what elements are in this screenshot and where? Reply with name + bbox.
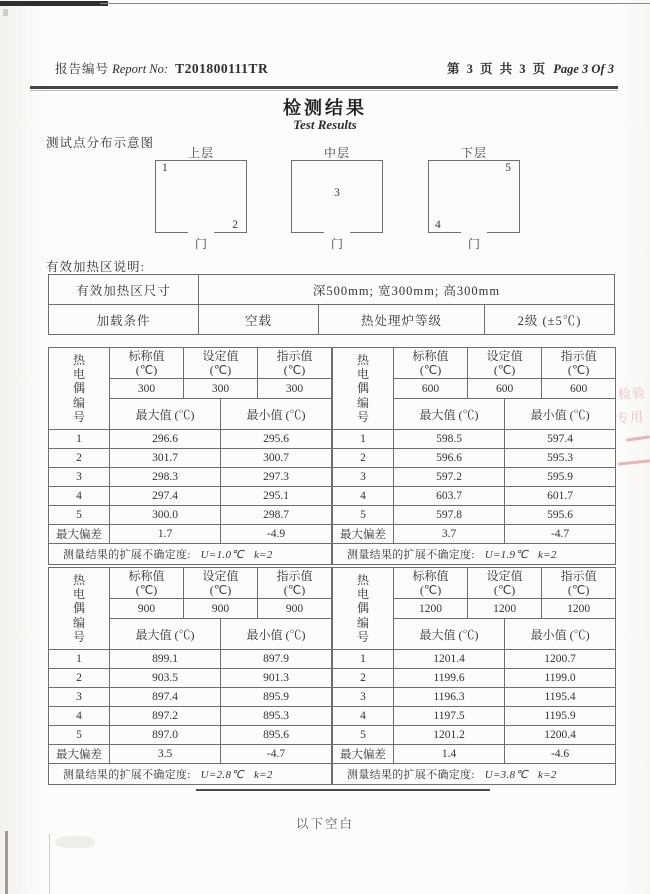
nominal-header: 标称值 (℃) [394,348,468,379]
box-label-upper: 上层 [187,146,214,160]
k-value: k=2 [537,549,557,561]
diagram-caption: 测试点分布示意图 [46,136,155,150]
scan-artifact-left-tick [3,9,8,16]
uncertainty-row [49,544,332,565]
thermo-tables-row-1 [48,347,616,565]
uncertainty-value: U=1.0℃ [200,549,244,561]
diagram-box-upper [155,146,247,251]
door-label: 门 [330,237,343,251]
report-no-label-en: Report No: [112,62,169,76]
uncertainty-row [333,764,616,785]
diagram-box-lower [428,146,520,251]
table-row: 5 597.8 595.6 [333,506,616,525]
max-deviation-row [333,525,616,544]
table-row: 1 296.6 295.6 [49,430,332,449]
thermo-table-900 [48,567,332,785]
nominal-header: 标称值 (℃) [110,568,184,599]
thermo-table-1200 [332,567,616,785]
page-header [55,59,614,77]
test-point-3: 3 [334,187,340,199]
uncertainty-label: 测量结果的扩展不确定度: [347,769,475,781]
set-header: 设定值 (℃) [184,568,258,599]
scan-artifact-bottom-left-line2 [49,834,50,894]
max-deviation-row [49,745,332,764]
report-no-label-cn: 报告编号 [55,62,110,76]
zone-load-row [49,305,615,335]
table-row: 2 903.5 901.3 [49,669,332,688]
stamp-stroke [618,459,650,465]
set-header: 设定值 (℃) [184,348,258,379]
thermocouple-id-header: 热 电 偶 编 号 [333,568,394,650]
header-rule [30,86,618,89]
test-point-2: 2 [232,219,238,231]
indicated-header: 指示值 (℃) [542,348,616,379]
footer-rule [196,789,490,791]
test-point-1: 1 [162,162,168,174]
table-row: 1 1201.4 1200.7 [333,650,616,669]
zone-size-row [49,275,615,305]
uncertainty-value: U=3.8℃ [484,769,528,781]
max-deviation-value: 1.7 [110,525,221,544]
max-deviation-label: 最大偏差 [49,525,110,544]
page-info-cn: 第 3 页 共 3 页 [446,62,548,76]
set-header: 设定值 (℃) [468,568,542,599]
thermocouple-id-header: 热 电 偶 编 号 [49,568,110,650]
set-value: 1200 [468,599,542,619]
box-label-middle: 中层 [323,146,350,160]
nominal-header: 标称值 (℃) [394,568,468,599]
indicated-value: 300 [258,379,332,399]
max-deviation-row [333,745,616,764]
nominal-value: 900 [110,599,184,619]
indicated-value: 900 [258,599,332,619]
table-row: 1 899.1 897.9 [49,650,332,669]
max-deviation-label: 最大偏差 [333,525,394,544]
page-title-en: Test Results [293,117,357,132]
page-title: 检测结果 [283,98,367,118]
uncertainty-label: 测量结果的扩展不确定度: [63,769,191,781]
min-deviation-value: -4.6 [505,745,616,764]
max-deviation-label: 最大偏差 [49,745,110,764]
nominal-value: 600 [394,379,468,399]
door-gap [188,230,214,234]
report-number-line [55,59,268,77]
page-number-line [447,59,614,77]
max-col-header: 最大值 (℃) [110,399,221,430]
table-row: 4 603.7 601.7 [333,487,616,506]
max-deviation-value: 3.7 [394,525,505,544]
k-value: k=2 [537,769,557,781]
table-row: 3 1196.3 1195.4 [333,688,616,707]
table-row: 3 897.4 895.9 [49,688,332,707]
load-condition-value: 空载 [199,305,319,335]
box-label-lower: 下层 [460,146,487,160]
table-row: 2 596.6 595.3 [333,449,616,468]
set-value: 600 [468,379,542,399]
uncertainty-label: 测量结果的扩展不确定度: [63,549,191,561]
uncertainty-label: 测量结果的扩展不确定度: [347,549,475,561]
min-col-header: 最小值 (℃) [505,619,616,650]
uncertainty-value: U=1.9℃ [484,549,528,561]
thermo-table-600 [332,347,616,565]
uncertainty-value: U=2.8℃ [200,769,244,781]
min-col-header: 最小值 (℃) [221,399,332,430]
scan-artifact-top-line [100,3,650,4]
min-deviation-value: -4.9 [221,525,332,544]
scan-artifact-smudge [55,836,95,848]
table-row: 5 300.0 298.7 [49,506,332,525]
stamp-text-fragment: 检验 [617,385,647,402]
thermo-table-300 [48,347,332,565]
max-col-header: 最大值 (℃) [394,399,505,430]
max-col-header: 最大值 (℃) [110,619,221,650]
nominal-value: 300 [110,379,184,399]
table-row: 4 297.4 295.1 [49,487,332,506]
zone-size-label: 有效加热区尺寸 [49,275,199,305]
max-deviation-value: 3.5 [110,745,221,764]
report-no-value: T201800111TR [175,61,269,76]
zone-size-value: 深500mm; 宽300mm; 高300mm [199,275,615,305]
uncertainty-row [49,764,332,785]
max-deviation-value: 1.4 [394,745,505,764]
table-row: 2 1199.6 1199.0 [333,669,616,688]
door-gap [461,230,487,234]
stamp-stroke [626,435,650,441]
scan-artifact-bottom-left-line [5,831,8,894]
load-condition-label: 加载条件 [49,305,199,335]
furnace-grade-label: 热处理炉等级 [319,305,485,335]
indicated-header: 指示值 (℃) [258,568,332,599]
table-row: 4 1197.5 1195.9 [333,707,616,726]
table-row: 3 298.3 297.3 [49,468,332,487]
k-value: k=2 [253,549,273,561]
uncertainty-row [333,544,616,565]
indicated-header: 指示值 (℃) [258,348,332,379]
blank-below-note: 以下空白 [295,817,354,831]
indicated-value: 1200 [542,599,616,619]
table-row: 1 598.5 597.4 [333,430,616,449]
test-point-5: 5 [505,162,511,174]
furnace-grade-value: 2级 (±5℃) [485,305,615,335]
table-row: 2 301.7 300.7 [49,449,332,468]
door-label: 门 [194,237,207,251]
table-row: 5 897.0 895.6 [49,726,332,745]
test-point-4: 4 [435,219,441,231]
heating-zone-note: 有效加热区说明: [46,260,145,274]
indicated-value: 600 [542,379,616,399]
max-deviation-row [49,525,332,544]
table-row: 4 897.2 895.3 [49,707,332,726]
min-deviation-value: -4.7 [221,745,332,764]
scan-artifact-top-bar [0,1,108,6]
min-deviation-value: -4.7 [505,525,616,544]
min-col-header: 最小值 (℃) [505,399,616,430]
door-gap [324,230,350,234]
thermocouple-id-header: 热 电 偶 编 号 [49,348,110,430]
max-deviation-label: 最大偏差 [333,745,394,764]
set-header: 设定值 (℃) [468,348,542,379]
page-info-en: Page 3 Of 3 [553,62,614,76]
door-label: 门 [467,237,480,251]
set-value: 300 [184,379,258,399]
thermo-tables-row-2 [48,567,616,785]
nominal-value: 1200 [394,599,468,619]
min-col-header: 最小值 (℃) [221,619,332,650]
table-row: 3 597.2 595.9 [333,468,616,487]
table-row: 5 1201.2 1200.4 [333,726,616,745]
stamp-text-fragment: 专用 [615,409,645,426]
heating-zone-table [48,274,615,335]
nominal-header: 标称值 (℃) [110,348,184,379]
max-col-header: 最大值 (℃) [394,619,505,650]
set-value: 900 [184,599,258,619]
diagram-box-middle [291,146,383,251]
indicated-header: 指示值 (℃) [542,568,616,599]
thermocouple-id-header: 热 电 偶 编 号 [333,348,394,430]
k-value: k=2 [253,769,273,781]
